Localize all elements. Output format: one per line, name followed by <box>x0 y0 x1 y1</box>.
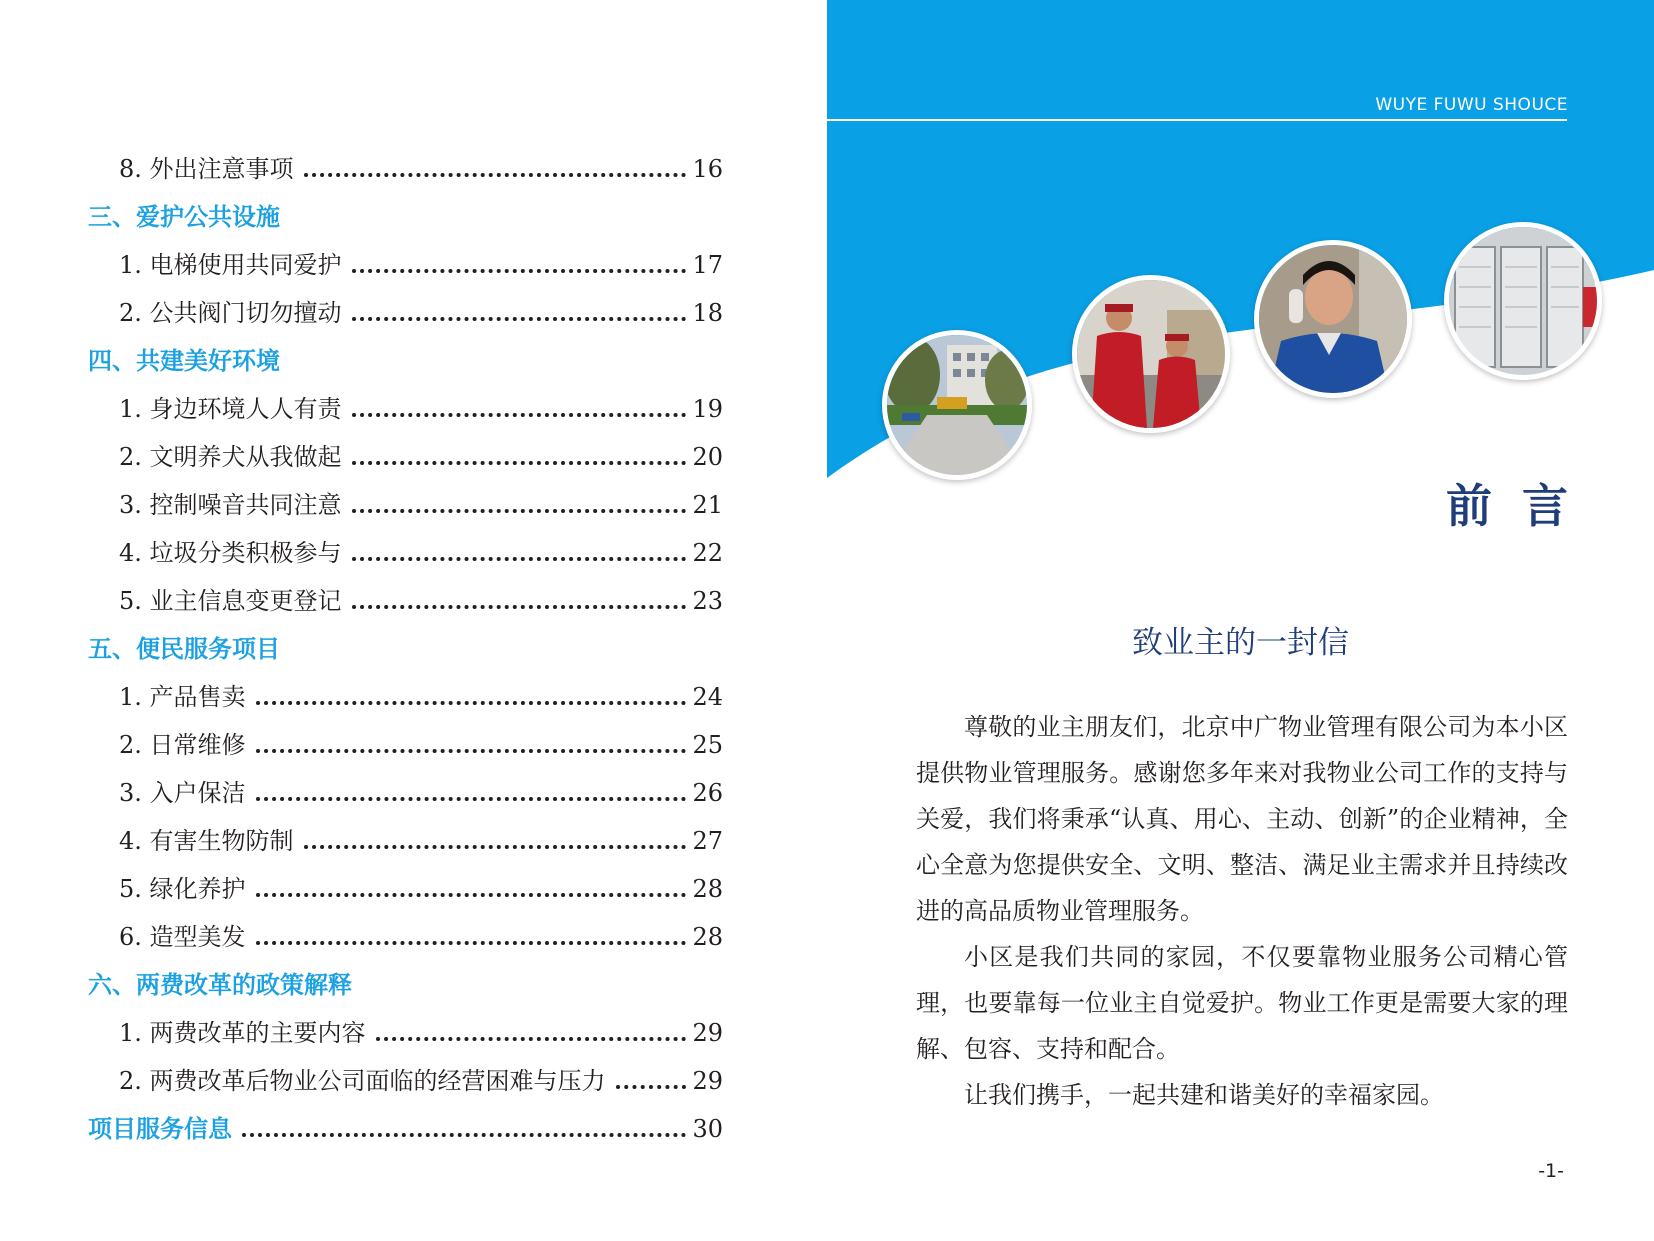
toc-page-number: 27 <box>692 827 723 855</box>
toc-entry-label: 4. 垃圾分类积极参与 <box>119 539 342 567</box>
toc-page-number: 23 <box>692 587 723 615</box>
toc-section-label: 项目服务信息 <box>88 1115 232 1143</box>
dot-leader <box>352 557 687 561</box>
toc-page-number: 22 <box>692 539 723 567</box>
preface-page <box>827 0 1654 1241</box>
letter-paragraph: 让我们携手，一起共建和谐美好的幸福家园。 <box>964 1081 1444 1109</box>
toc-entry-label: 2. 文明养犬从我做起 <box>119 443 342 471</box>
preface-title: 前言 <box>1446 479 1598 533</box>
toc-section-label: 四、共建美好环境 <box>88 347 280 375</box>
toc-entry-label: 2. 两费改革后物业公司面临的经营困难与压力 <box>119 1067 606 1095</box>
toc-page-number: 28 <box>692 875 723 903</box>
receptionist-on-phone-photo <box>1254 240 1412 398</box>
toc-page-number: 29 <box>692 1019 723 1047</box>
dot-leader <box>304 173 687 177</box>
toc-section-label: 五、便民服务项目 <box>88 635 280 663</box>
toc-entry <box>119 481 723 521</box>
equipment-cabinets-photo <box>1444 222 1602 380</box>
dot-leader <box>352 509 687 513</box>
toc-page-number: 16 <box>692 155 723 183</box>
toc-page-number: 17 <box>692 251 723 279</box>
toc-entry <box>119 1009 723 1049</box>
toc-entry-label: 3. 入户保洁 <box>119 779 246 807</box>
toc-entry-label: 1. 身边环境人人有责 <box>119 395 342 423</box>
header-divider <box>827 119 1567 121</box>
letter-title: 致业主的一封信 <box>1132 625 1349 661</box>
toc-entry-label: 2. 公共阀门切勿擅动 <box>119 299 342 327</box>
courtyard-photo <box>882 330 1032 480</box>
dot-leader <box>304 845 687 849</box>
toc-entry <box>119 385 723 425</box>
toc-entry <box>119 913 723 953</box>
toc-entry <box>119 769 723 809</box>
toc-entry-label: 1. 产品售卖 <box>119 683 246 711</box>
toc-page-number: 19 <box>692 395 723 423</box>
toc-page-number: 21 <box>692 491 723 519</box>
toc-entry <box>119 817 723 857</box>
dot-leader <box>352 605 687 609</box>
toc-entry <box>119 673 723 713</box>
dot-leader <box>256 893 687 897</box>
toc-page-number: 20 <box>692 443 723 471</box>
toc-page-number: 28 <box>692 923 723 951</box>
letter-paragraph: 尊敬的业主朋友们，北京中广物业管理有限公司为本小区提供物业管理服务。感谢您多年来对我物业公司工作的支持与关爱，我们将秉承“认真、用心、主动、创新”的企业精神，全心全意为您提供安全、文明、整洁、满足业主需求并且持续改进的高品质物业管理服务。 <box>916 713 1568 925</box>
dot-leader <box>352 269 687 273</box>
series-title: WUYE FUWU SHOUCE <box>1375 95 1568 115</box>
dot-leader <box>376 1037 687 1041</box>
toc-entry-label: 1. 电梯使用共同爱护 <box>119 251 342 279</box>
toc-page-number: 18 <box>692 299 723 327</box>
toc-page-number: 29 <box>692 1067 723 1095</box>
toc-entry-label: 3. 控制噪音共同注意 <box>119 491 342 519</box>
toc-page-number: 26 <box>692 779 723 807</box>
dot-leader <box>616 1085 687 1089</box>
toc-entry <box>119 433 723 473</box>
dot-leader <box>352 413 687 417</box>
toc-entry <box>119 529 723 569</box>
toc-entry-label: 5. 业主信息变更登记 <box>119 587 342 615</box>
toc-section-heading <box>88 1105 723 1145</box>
toc-section-heading <box>88 193 723 233</box>
toc-section-label: 六、两费改革的政策解释 <box>88 971 352 999</box>
dot-leader <box>256 941 687 945</box>
toc-section-heading <box>88 625 723 665</box>
toc-entry <box>119 241 723 281</box>
toc-entry <box>119 865 723 905</box>
toc-entry <box>119 577 723 617</box>
dot-leader <box>256 701 687 705</box>
toc-entry-label: 2. 日常维修 <box>119 731 246 759</box>
toc-entry <box>119 721 723 761</box>
toc-page-number: 30 <box>692 1115 723 1143</box>
toc-section-heading <box>88 337 723 377</box>
dot-leader <box>242 1133 686 1137</box>
toc-page-number: 25 <box>692 731 723 759</box>
toc-entry-label: 6. 造型美发 <box>119 923 246 951</box>
dot-leader <box>256 797 687 801</box>
dot-leader <box>352 317 687 321</box>
toc-page-number: 24 <box>692 683 723 711</box>
dot-leader <box>352 461 687 465</box>
toc-section-label: 三、爱护公共设施 <box>88 203 280 231</box>
toc-entry <box>119 145 723 185</box>
toc-entry <box>119 289 723 329</box>
toc-entry-label: 5. 绿化养护 <box>119 875 246 903</box>
toc-entry-label: 8. 外出注意事项 <box>119 155 294 183</box>
toc-section-heading <box>88 961 723 1001</box>
toc-entry-label: 1. 两费改革的主要内容 <box>119 1019 366 1047</box>
letter-body <box>916 704 1568 1118</box>
letter-paragraph: 小区是我们共同的家园，不仅要靠物业服务公司精心管理，也要靠每一位业主自觉爱护。物业工作更是需要大家的理解、包容、支持和配合。 <box>916 943 1568 1063</box>
staff-in-red-uniforms-photo <box>1072 275 1230 433</box>
dot-leader <box>256 749 687 753</box>
toc-entry <box>119 1057 723 1097</box>
page-number: -1- <box>1538 1160 1564 1182</box>
toc-entry-label: 4. 有害生物防制 <box>119 827 294 855</box>
